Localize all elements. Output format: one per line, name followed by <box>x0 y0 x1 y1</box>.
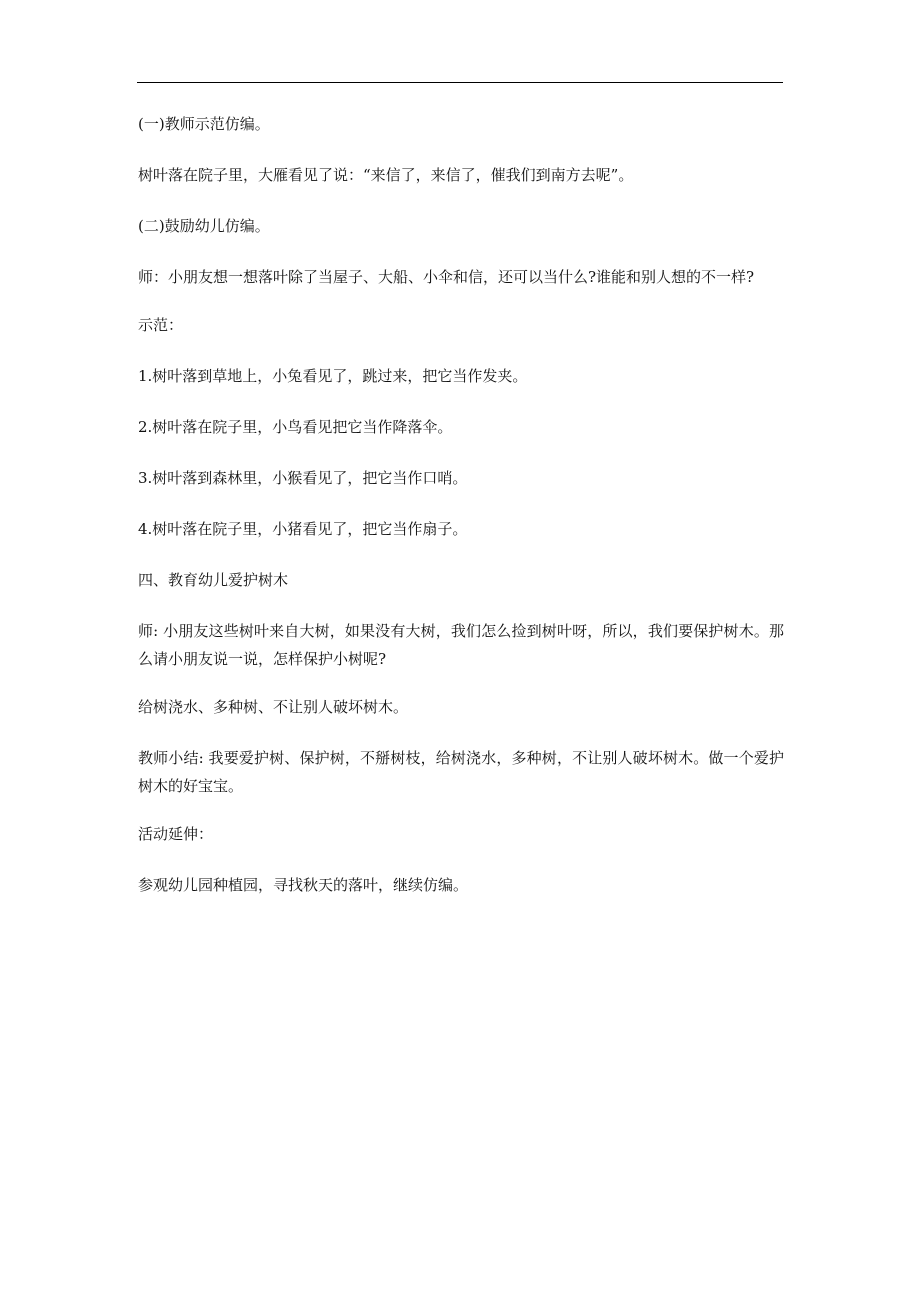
paragraph-teacher-demo-example: 树叶落在院子里，大雁看见了说：“来信了，来信了，催我们到南方去呢”。 <box>138 166 634 184</box>
paragraph-demo-2: 2.树叶落在院子里，小鸟看见把它当作降落伞。 <box>138 418 453 436</box>
paragraph-teacher-summary: 教师小结: 我要爱护树、保护树，不掰树枝，给树浇水，多种树，不让别人破坏树木。做一个爱护树木的好宝宝。 <box>138 749 784 795</box>
paragraph-demo-4: 4.树叶落在院子里，小猪看见了，把它当作扇子。 <box>138 520 468 538</box>
paragraph-child-creation-heading: (二)鼓励幼儿仿编。 <box>138 217 270 235</box>
paragraph-demo-1: 1.树叶落到草地上，小兔看见了，跳过来，把它当作发夹。 <box>138 367 528 385</box>
paragraph-teacher-question: 师：小朋友想一想落叶除了当屋子、大船、小伞和信，还可以当什么?谁能和别人想的不一样? <box>138 268 755 286</box>
document-body <box>138 110 784 922</box>
paragraph-section-four-heading: 四、教育幼儿爱护树木 <box>138 571 289 589</box>
header-rule <box>137 82 783 83</box>
paragraph-demo-label: 示范： <box>138 316 184 334</box>
paragraph-demo-3: 3.树叶落到森林里，小猴看见了，把它当作口哨。 <box>138 469 468 487</box>
paragraph-extension-heading: 活动延伸： <box>138 825 214 843</box>
paragraph-extension-content: 参观幼儿园种植园，寻找秋天的落叶，继续仿编。 <box>138 876 469 894</box>
paragraph-protect-answer: 给树浇水、多种树、不让别人破坏树木。 <box>138 698 409 716</box>
paragraph-teacher-protect-trees: 师: 小朋友这些树叶来自大树，如果没有大树，我们怎么捡到树叶呀，所以，我们要保护树木。那么请小朋友说一说，怎样保护小树呢? <box>138 622 784 668</box>
paragraph-teacher-demo-heading: (一)教师示范仿编。 <box>138 115 270 133</box>
